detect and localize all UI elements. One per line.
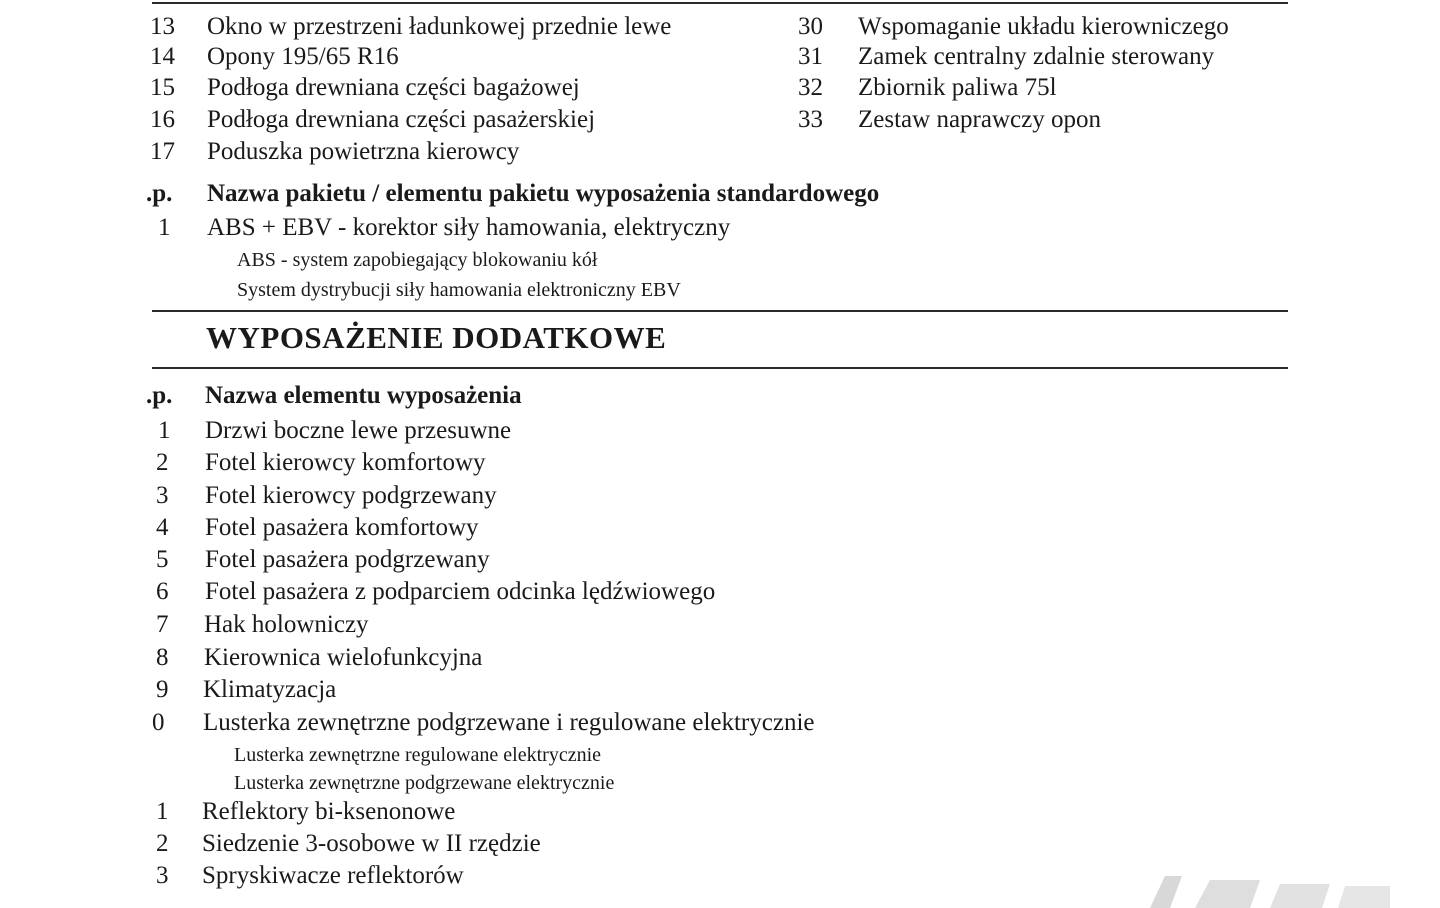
item-text: Okno w przestrzeni ładunkowej przednie lewe xyxy=(207,13,672,40)
item-text: Kierownica wielofunkcyjna xyxy=(204,644,483,671)
item-number: 0 xyxy=(152,709,165,736)
extra-header: Nazwa elementu wyposażenia xyxy=(205,382,522,409)
section-title: WYPOSAŻENIE DODATKOWE xyxy=(206,320,667,355)
item-text: Reflektory bi-ksenonowe xyxy=(202,798,456,825)
item-text: Podłoga drewniana części bagażowej xyxy=(207,74,580,101)
item-number: 3 xyxy=(156,482,169,509)
item-text: Siedzenie 3-osobowe w II rzędzie xyxy=(202,830,541,857)
item-text: Fotel kierowcy komfortowy xyxy=(205,449,486,476)
lp-header: .p. xyxy=(146,180,173,207)
item-number: 1 xyxy=(158,214,171,241)
item-text: ABS + EBV - korektor siły hamowania, elektryczny xyxy=(207,214,731,241)
sub-item: ABS - system zapobiegający blokowaniu kół xyxy=(237,249,598,271)
item-text: Fotel pasażera komfortowy xyxy=(205,514,479,541)
item-number: 6 xyxy=(156,578,169,605)
item-text: Drzwi boczne lewe przesuwne xyxy=(205,417,512,444)
item-text: Hak holowniczy xyxy=(204,611,369,638)
item-number: 4 xyxy=(156,514,169,541)
watermark-logo xyxy=(1140,868,1400,908)
item-text: Zbiornik paliwa 75l xyxy=(858,74,1057,101)
item-number: 31 xyxy=(798,43,823,70)
item-number: 17 xyxy=(150,138,175,165)
item-number: 5 xyxy=(156,546,169,573)
item-number: 15 xyxy=(150,74,175,101)
item-text: Lusterka zewnętrzne podgrzewane i regulowane elektrycznie xyxy=(203,709,815,736)
item-text: Zamek centralny zdalnie sterowany xyxy=(858,43,1215,70)
lp-header: .p. xyxy=(146,382,173,409)
item-number: 33 xyxy=(798,106,823,133)
item-text: Zestaw naprawczy opon xyxy=(858,106,1101,133)
item-text: Wspomaganie układu kierowniczego xyxy=(858,13,1229,40)
item-number: 14 xyxy=(150,43,175,70)
item-number: 3 xyxy=(156,862,169,889)
item-number: 2 xyxy=(156,830,169,857)
item-text: Fotel pasażera z podparciem odcinka lędźwiowego xyxy=(205,578,716,605)
item-number: 30 xyxy=(798,13,823,40)
item-number: 1 xyxy=(156,798,169,825)
item-number: 13 xyxy=(150,13,175,40)
package-header: Nazwa pakietu / elementu pakietu wyposażenia standardowego xyxy=(207,180,880,207)
item-text: Opony 195/65 R16 xyxy=(207,43,399,70)
item-number: 32 xyxy=(798,74,823,101)
item-number: 1 xyxy=(158,417,171,444)
item-number: 2 xyxy=(156,449,169,476)
item-number: 16 xyxy=(150,106,175,133)
item-text: Fotel pasażera podgrzewany xyxy=(205,546,490,573)
item-text: Spryskiwacze reflektorów xyxy=(202,862,464,889)
top-rule xyxy=(152,2,1288,4)
item-text: Podłoga drewniana części pasażerskiej xyxy=(207,106,596,133)
item-text: Klimatyzacja xyxy=(203,676,337,703)
item-number: 7 xyxy=(156,611,169,638)
sub-item: Lusterka zewnętrzne podgrzewane elektrycznie xyxy=(234,772,615,794)
section-rule-top xyxy=(152,310,1288,312)
sub-item: Lusterka zewnętrzne regulowane elektrycznie xyxy=(234,744,602,766)
section-rule-bottom xyxy=(152,367,1288,369)
item-number: 8 xyxy=(156,644,169,671)
item-text: Fotel kierowcy podgrzewany xyxy=(205,482,497,509)
item-text: Poduszka powietrzna kierowcy xyxy=(207,138,520,165)
sub-item: System dystrybucji siły hamowania elektroniczny EBV xyxy=(237,279,681,301)
item-number: 9 xyxy=(156,676,169,703)
